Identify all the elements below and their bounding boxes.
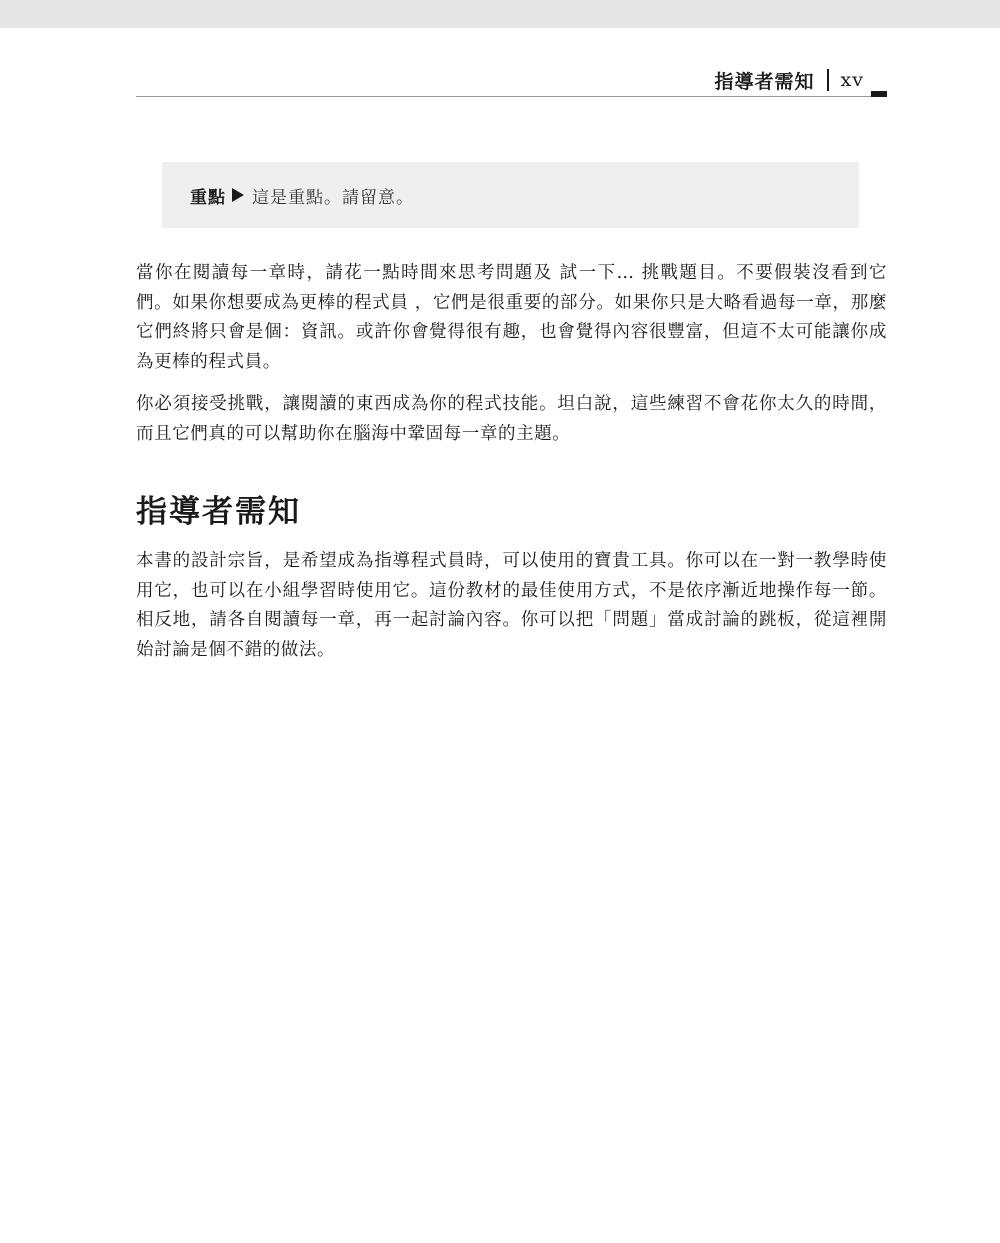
section-paragraph: 本書的設計宗旨，是希望成為指導程式員時，可以使用的寶貴工具。你可以在一對一教學時使用它，也可以在小組學習時使用它。這份教材的最佳使用方式，不是依序漸近地操作每一節。相反地，請各自閱讀每一章，再一起討論內容。你可以把「問題」當成討論的跳板，從這裡開始討論是個不錯的做法。 bbox=[136, 551, 887, 660]
running-header-title: 指導者需知 bbox=[714, 70, 815, 93]
running-header bbox=[715, 66, 864, 94]
arrow-right-icon bbox=[232, 188, 244, 202]
body-paragraph-1: 當你在閱讀每一章時，請花一點時間來思考問題及 試一下… 挑戰題目。不要假裝沒看到它們。如果你想要成為更棒的程式員 ，它們是很重要的部分。如果你只是大略看過每一章，那麼它們終將只會是個：資訊。或許你會覺得很有趣，也會覺得內容很豐富，但這不太可能讓你成為更棒的程式員。 bbox=[136, 263, 887, 372]
key-point-label: 重點 bbox=[190, 187, 226, 208]
key-point-box bbox=[162, 162, 859, 228]
key-point-text: 這是重點。請留意。 bbox=[252, 187, 414, 208]
section-heading: 指導者需知 bbox=[136, 494, 301, 530]
running-header-separator bbox=[827, 69, 829, 91]
page-number: xv bbox=[840, 69, 864, 91]
body-paragraph-2: 你必須接受挑戰，讓閱讀的東西成為你的程式技能。坦白說，這些練習不會花你太久的時間，而且它們真的可以幫助你在腦海中鞏固每一章的主題。 bbox=[136, 394, 887, 444]
top-gray-band bbox=[0, 0, 1000, 28]
header-tab-marker bbox=[871, 91, 887, 97]
header-rule bbox=[136, 96, 887, 97]
